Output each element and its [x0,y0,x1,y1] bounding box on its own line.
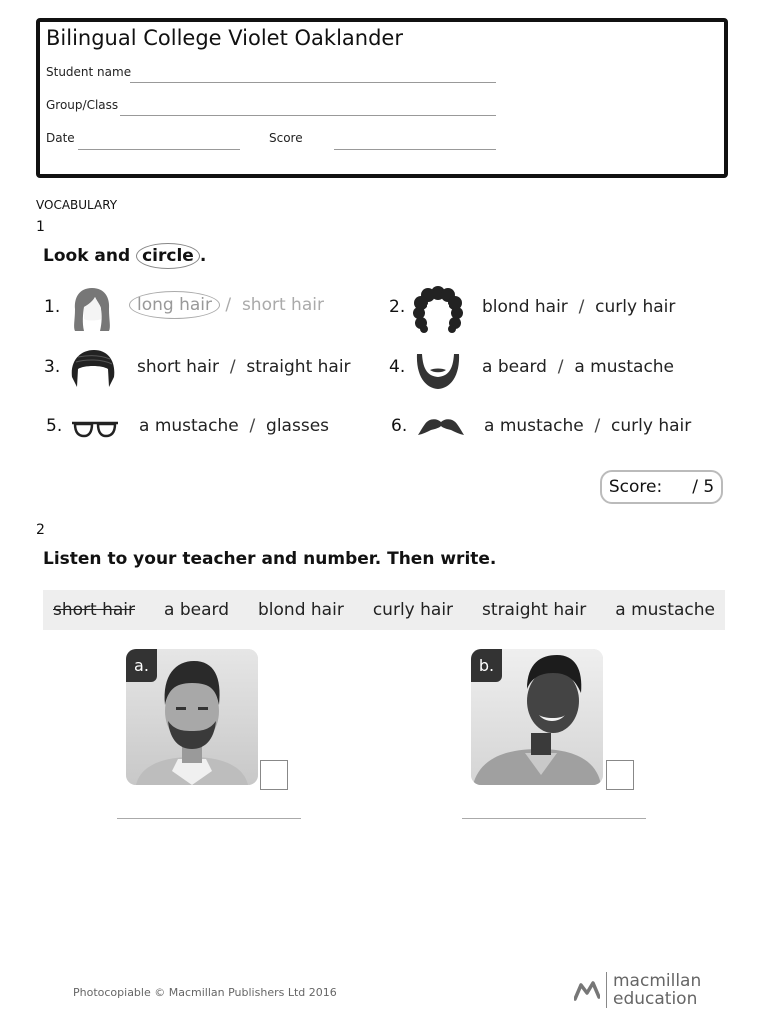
mustache-icon [417,416,465,440]
exercise-2-instruction: Listen to your teacher and number. Then write. [43,549,497,569]
photo-b-tag: b. [471,649,502,682]
beard-icon [414,350,462,392]
word-bank-item: short hair [53,600,135,620]
curly-hair-icon [413,285,463,333]
glasses-icon [70,419,120,439]
student-name-label: Student name [46,65,132,79]
option-a[interactable]: short hair [137,357,219,377]
exercise-1-instruction: Look and circle . [43,243,206,269]
item-5-options: a mustache / glasses [139,416,330,436]
item-4-options: a beard / a mustache [482,357,675,377]
student-name-field[interactable] [130,82,496,83]
option-a[interactable]: a beard [482,357,547,377]
word-bank [43,590,725,630]
option-a[interactable]: a mustache [484,416,584,436]
item-6-options: a mustache / curly hair [484,416,692,436]
item-number: 3. [44,357,61,377]
group-label: Group/Class [46,98,119,112]
photo-a-answer-line[interactable] [117,818,301,819]
item-number: 1. [44,297,61,317]
word-bank-item: straight hair [482,600,587,620]
option-b[interactable]: glasses [266,416,330,436]
smiling-man-photo [471,649,603,785]
short-hair-icon [68,347,118,389]
word-bank-item: blond hair [258,600,344,620]
circle-word: circle [136,243,200,269]
score-box-label: Score: [608,477,663,497]
exercise-2-number: 2 [36,522,45,538]
item-number: 5. [46,416,63,436]
long-hair-icon [68,285,116,333]
macmillan-logo-icon [574,979,600,1001]
logo-line-1: macmillan [613,971,702,991]
option-b[interactable]: curly hair [595,297,676,317]
photo-b-number-box[interactable] [606,760,634,790]
word-bank-item: curly hair [372,600,454,620]
bearded-man-photo [126,649,258,785]
item-1-options: long hair / short hair [129,291,324,319]
option-b[interactable]: a mustache [574,357,675,377]
item-number: 2. [389,297,406,317]
exercise-1-score-box [600,470,723,504]
option-b[interactable]: curly hair [611,416,692,436]
photo-a-tag: a. [126,649,157,682]
option-b[interactable]: straight hair [246,357,351,377]
school-name: Bilingual College Violet Oaklander [46,26,403,50]
item-3-options: short hair / straight hair [137,357,351,377]
item-number: 6. [391,416,408,436]
copyright-notice: Photocopiable © Macmillan Publishers Ltd 2016 [73,986,337,999]
logo-line-2: education [613,989,698,1009]
score-box-total: / 5 [692,477,715,497]
section-label: VOCABULARY [36,198,118,212]
score-label: Score [269,131,303,145]
macmillan-logo [574,972,701,1008]
score-field[interactable] [334,149,496,150]
item-2-options: blond hair / curly hair [482,297,676,317]
exercise-1-number: 1 [36,219,45,235]
date-field[interactable] [78,149,240,150]
item-number: 4. [389,357,406,377]
word-bank-item: a beard [164,600,229,620]
group-field[interactable] [120,115,496,116]
photo-a-number-box[interactable] [260,760,288,790]
date-label: Date [46,131,75,145]
photo-b-answer-line[interactable] [462,818,646,819]
option-a[interactable]: a mustache [139,416,239,436]
option-a[interactable]: long hair [129,291,220,319]
option-b[interactable]: short hair [241,295,324,315]
option-a[interactable]: blond hair [482,297,568,317]
word-bank-item: a mustache [615,600,715,620]
